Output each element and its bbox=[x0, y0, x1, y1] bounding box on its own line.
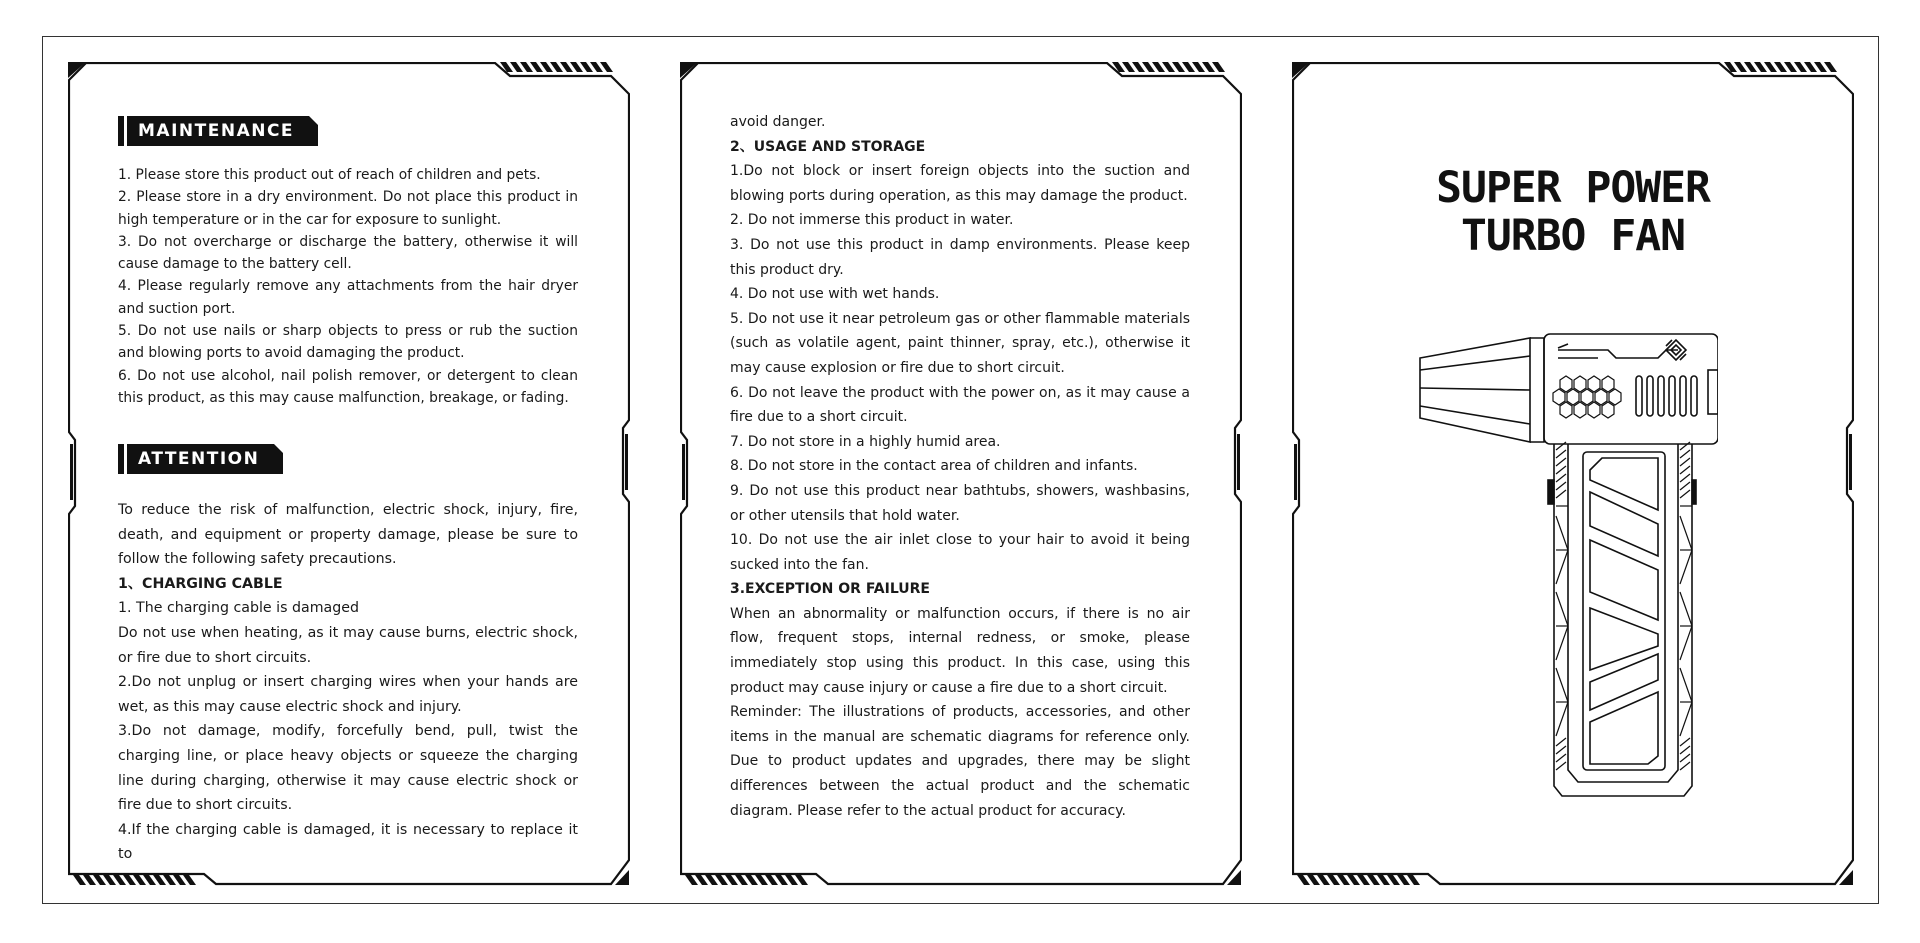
usage-item: 5. Do not use it near petroleum gas or other flammable materials (such as volatile agent, paint thinner, spray, etc.), otherwise it may cause explosion or fire due to short circuit. bbox=[730, 310, 1190, 376]
charging-item: Do not use when heating, as it may cause burns, electric shock, or fire due to short circuits. bbox=[118, 624, 578, 666]
maintenance-item: 1. Please store this product out of reach of children and pets. bbox=[118, 167, 541, 183]
attention-section bbox=[118, 444, 578, 867]
product-title bbox=[1292, 164, 1854, 260]
title-line-1: SUPER POWER bbox=[1436, 163, 1710, 213]
panel-usage-storage bbox=[680, 62, 1242, 886]
usage-item: 4. Do not use with wet hands. bbox=[730, 286, 940, 303]
panel-cover bbox=[1292, 62, 1854, 886]
maintenance-item: 6. Do not use alcohol, nail polish remover, or detergent to clean this product, as this may cause malfunction, breakage, or fading. bbox=[118, 367, 578, 406]
charging-item: 1. The charging cable is damaged bbox=[118, 600, 359, 617]
charging-item: 2.Do not unplug or insert charging wires when your hands are wet, as this may cause electric shock and injury. bbox=[118, 674, 578, 715]
usage-item: 6. Do not leave the product with the power on, as it may cause a fire due to a short circuit. bbox=[730, 384, 1190, 426]
usage-item: 9. Do not use this product near bathtubs, showers, washbasins, or other utensils that hold water. bbox=[730, 482, 1190, 524]
exception-text: When an abnormality or malfunction occurs, if there is no air flow, frequent stops, internal redness, or smoke, please immediately stop using this product. In this case, using this product may cause injury or cause a fire due to a short circuit. bbox=[730, 605, 1190, 696]
usage-section bbox=[730, 110, 1190, 823]
charging-cable-heading: 1、CHARGING CABLE bbox=[118, 575, 283, 592]
usage-item: 3. Do not use this product in damp environments. Please keep this product dry. bbox=[730, 236, 1190, 278]
usage-item: 8. Do not store in the contact area of children and infants. bbox=[730, 458, 1138, 475]
usage-item: 1.Do not block or insert foreign objects into the suction and blowing ports during operation, as this may damage the product. bbox=[730, 163, 1190, 204]
exception-heading: 3.EXCEPTION OR FAILURE bbox=[730, 581, 930, 598]
maintenance-item: 5. Do not use nails or sharp objects to press or rub the suction and blowing ports to avoid damaging the product. bbox=[118, 323, 578, 362]
turbo-fan-illustration bbox=[1418, 330, 1718, 800]
usage-item: 7. Do not store in a highly humid area. bbox=[730, 433, 1001, 450]
maintenance-item: 2. Please store in a dry environment. Do not place this product in high temperature or in the car for exposure to sunlight. bbox=[118, 189, 578, 228]
charging-item: 4.If the charging cable is damaged, it is necessary to replace it to bbox=[118, 821, 578, 863]
usage-item: 10. Do not use the air inlet close to your hair to avoid it being sucked into the fan. bbox=[730, 532, 1190, 573]
maintenance-heading: MAINTENANCE bbox=[118, 116, 318, 146]
continued-text: avoid danger. bbox=[730, 114, 826, 130]
attention-heading: ATTENTION bbox=[118, 444, 283, 474]
charging-item: 3.Do not damage, modify, forcefully bend, pull, twist the charging line, or place heavy objects or squeeze the charging line during charging, otherwise it may cause electric shock or fire due to short circuits. bbox=[118, 723, 578, 814]
maintenance-section bbox=[118, 116, 578, 409]
maintenance-item: 4. Please regularly remove any attachments from the hair dryer and suction port. bbox=[118, 278, 578, 317]
reminder-text: Reminder: The illustrations of products, accessories, and other items in the manual are schematic diagrams for reference only. Due to product updates and upgrades, there may be slight differences between the actual product and the schematic diagram. Please refer to the actual product for accuracy. bbox=[730, 704, 1190, 819]
usage-storage-heading: 2、USAGE AND STORAGE bbox=[730, 138, 926, 155]
usage-item: 2. Do not immerse this product in water. bbox=[730, 212, 1014, 229]
panel-maintenance-attention bbox=[68, 62, 630, 886]
attention-intro: To reduce the risk of malfunction, electric shock, injury, fire, death, and equipment or property damage, please be sure to follow the following safety precautions. bbox=[118, 502, 578, 568]
maintenance-item: 3. Do not overcharge or discharge the battery, otherwise it will cause damage to the battery cell. bbox=[118, 233, 578, 273]
title-line-2: TURBO FAN bbox=[1461, 211, 1685, 261]
